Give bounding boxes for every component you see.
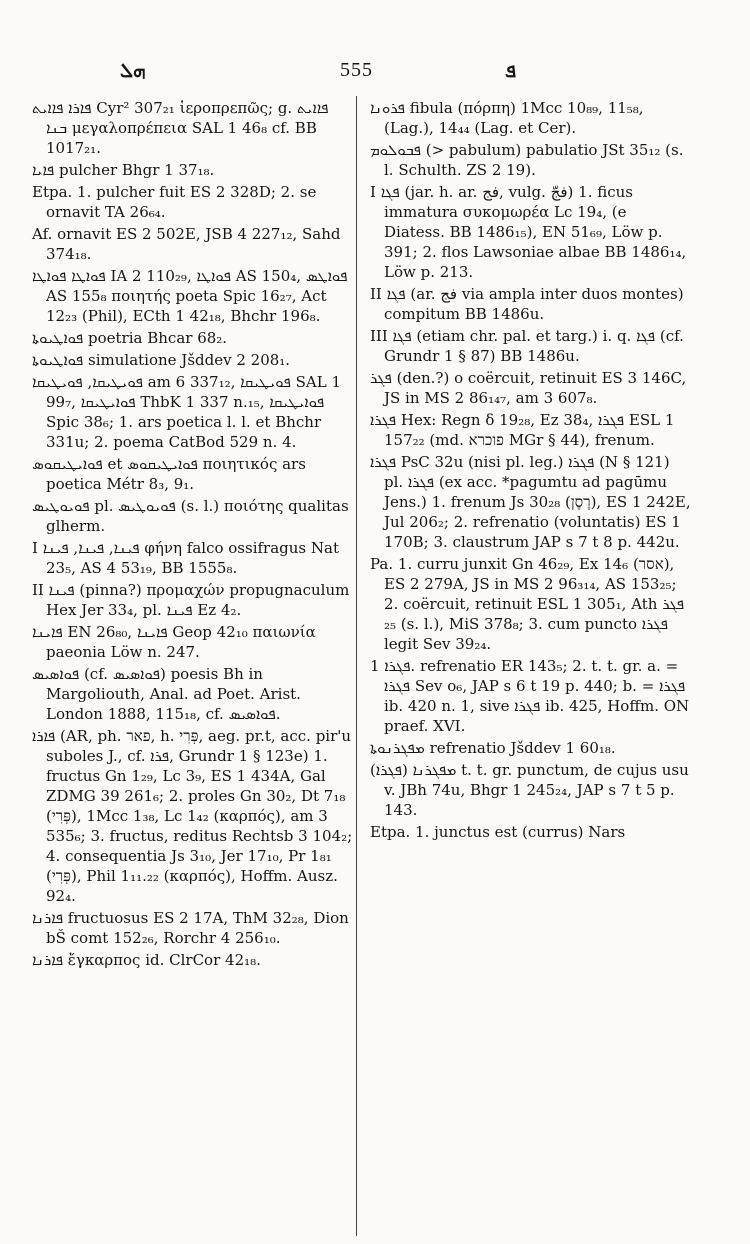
entry: ܦܓܪܐ PsC 32u (nisi pl. leg.) ܦܓܪܐ (N § 121) pl. ܦܓܪܐ (ex acc. *pagumtu ad pagūmu Jens.) 1. frenum Js 30₂₈ (רֶסֶן), ES 1 242E, Jul 206₂; 2. refrenatio (voluntatis) ES 1 170B; 3. claustrum JAP s 7 t 8 p. 442u. [370, 453, 691, 551]
page-number: 555 [340, 59, 373, 81]
entry: ܡܦܓܪܢܘܬܐ refrenatio Jšddev 1 60₁₈. [370, 739, 616, 757]
header-left-syriac: ܗܠ [120, 58, 146, 82]
entry: ܦܘܐܛܐ ܦܘܐܛܐ IA 2 110₂₉, ܦܘܐܛܐ AS 150₄, ܦܘܐܛܣ AS 155₈ ποιητής poeta Spic 16₂₇, Act 12₂₃ (Phil), ECth 1 42₁₈, Bhchr 196₈. [32, 267, 348, 325]
entry: I ܦܝܢܐ, ܦܝܢܐ, ܦܝܢܐ φήνη falco ossifragus Nat 23₅, AS 4 53₁₉, BB 1555₈. [32, 539, 339, 577]
entry: Etpa. 1. junctus est (currus) Nars [370, 823, 626, 841]
entry: Pa. 1. curru junxit Gn 46₂₉, Ex 14₆ (אסר), ES 2 279A, JS in MS 2 96₃₁₄, AS 153₂₅; 2. coërcuit, retinuit ESL 1 305₁, Ath ܦܓܪ ₂₅ (s. l.), MiS 378₈; 3. cum puncto ܦܓܪܐ legit Sev 39₂₄. [370, 555, 685, 653]
entry: ܦܓܪܐ Hex: Regn δ 19₂₈, Ez 38₄, ܦܓܪܐ ESL 1 157₂₂ (md. פוכרא MGr § 44), frenum. [370, 411, 675, 449]
entry: ܦܘܝܛܝܩܐ, ܦܘܝܛܝܩܐ am 6 337₁₂, ܦܘܝܛܝܩܐ SAL 1 99₇, ܦܘܐܝܛܝܩܐ ThbK 1 337 n.₁₅, ܦܘܐܝܛܝܩܐ Spic 38₆; 1. ars poetica l. l. et Bhchr 331u; 2. poema CatBod 529 n. 4. [32, 373, 342, 451]
column-divider [356, 96, 357, 1236]
entry: ܦܐܪܐ ܦܐܐܝܬ Cyr² 307₂₁ ἱεροπρεπῶς; g. ܦܐܐܝܬ ܒܢܐ μεγαλοπρέπεια SAL 1 46₈ cf. BB 1017₂₁. [32, 99, 329, 157]
entry: II ܦܝܢܐ (pinna?) προμαχών propugnaculum Hex Jer 33₄, pl. ܦܝܢܐ Ez 4₂. [32, 581, 350, 619]
entry: ܦܐܝܐ pulcher Bhgr 1 37₁₈. [32, 161, 215, 179]
entry: II ܦܓܐ (ar. فج via ampla inter duos montes) compitum BB 1486u. [370, 285, 684, 323]
entry: I ܦܓܐ (jar. h. ar. فج, vulg. فجّ) 1. ficus immatura συκομωρέα Lc 19₄, (e Diatess. BB 1486₁₅), EN 51₆₉, Löw p. 391; 2. flos Lawsoniae albae BB 1486₁₄, Löw p. 213. [370, 183, 687, 281]
entry: ܦܘܐܛܝܘܬܐ poetria Bhcar 68₂. [32, 329, 228, 347]
entry: III ܦܓܐ (etiam chr. pal. et targ.) i. q. ܦܓܐ (cf. Grundr 1 § 87) BB 1486u. [370, 327, 684, 365]
entry: ܦܐܪܐ (AR, ph. פאר, h. פְּרִי, aeg. pr.t, acc. pir'u suboles J., cf. ܦܪܐ, Grundr 1 § 123e) 1. fructus Gn 1₂₉, Lc 3₉, ES 1 434A, Gal ZDMG 39 261₆; 2. proles Gn 30₂, Dt 7₁₈ (פְּרִי), 1Mcc 1₃₈, Lc 1₄₂ (καρπός), am 3 535₆; 3. fructus, reditus Rechtsb 3 104₂; 4. consequentia Js 3₁₀, Jer 17₁₀, Pr 1₈₁ (פְּרִי), Phil 1₁₁.₂₂ (καρπός), Hoffm. Ausz. 92₄. [32, 727, 353, 905]
entry: ܡܦܓܪܢܐ (ܦܓܪܐ) t. t. gr. punctum, de cujus usu v. JBh 74u, Bhgr 1 245₂₄, JAP s 7 t 5 p. 143. [370, 761, 689, 819]
header-right-syriac: ܦ [505, 58, 516, 82]
entry: ܦܪܘܢܐ fibula (πόρπη) 1Mcc 10₈₉, 11₅₈, (Lag.), 14₄₄ (Lag. et Cer). [370, 99, 644, 137]
left-column [32, 98, 354, 972]
entry: ܦܓܪ (den.?) o coërcuit, retinuit ES 3 146C, JS in MS 2 86₁₄₇, am 3 607₈. [370, 369, 687, 407]
entry: Etpa. 1. pulcher fuit ES 2 328D; 2. se ornavit TA 26₆₄. [32, 183, 317, 221]
entry: ܦܘܐܝܛܝܩܘܣ et ܦܘܐܝܛܝܩܘܣ ποιητικός ars poetica Métr 8₃, 9₁. [32, 455, 306, 493]
running-header [0, 58, 750, 94]
entry: Af. ornavit ES 2 502E, JSB 4 227₁₂, Sahd 374₁₈. [32, 225, 341, 263]
entry: ܦܐܪܢܐ fructuosus ES 2 17A, ThM 32₂₈, Dion bŠ comt 152₂₆, Rorchr 4 256₁₀. [32, 909, 349, 947]
entry: ܦܓܪܐ 1. refrenatio ER 143₅; 2. t. t. gr. a. = ܦܓܪܐ Sev o₆, JAP s 6 t 19 p. 440; b. = ܦܓܪܐ ib. 420 n. 1, sive ܦܓܪܐ ib. 425, Hoffm. ON praef. XVI. [370, 657, 690, 735]
entry: ܦܒܘܠܘܡ (> pabulum) pabulatio JSt 35₁₂ (s. l. Schulth. ZS 2 19). [370, 141, 684, 179]
entry: ܦܘܐܣܝܣ (cf. ܦܘܐܣܝܣ) poesis Bh in Margoliouth, Anal. ad Poet. Arist. London 1888, 115₁₈, cf. ܦܘܐܣܝܣ. [32, 665, 301, 723]
entry: ܦܘܐܛܝܘܬܐ simulatione Jšddev 2 208₁. [32, 351, 291, 369]
right-column [370, 98, 692, 844]
entry: ܦܐܝܢܐ EN 26₈₀, ܦܐܝܢܐ Geop 42₁₀ παιωνία paeonia Löw n. 247. [32, 623, 316, 661]
entry: ܦܘܝܘܛܝܣ pl. ܦܘܝܘܛܝܣ (s. l.) ποιότης qualitas glherm. [32, 497, 349, 535]
entry: ܦܐܪܢܐ ἔγκαρπος id. ClrCor 42₁₈. [32, 951, 261, 969]
